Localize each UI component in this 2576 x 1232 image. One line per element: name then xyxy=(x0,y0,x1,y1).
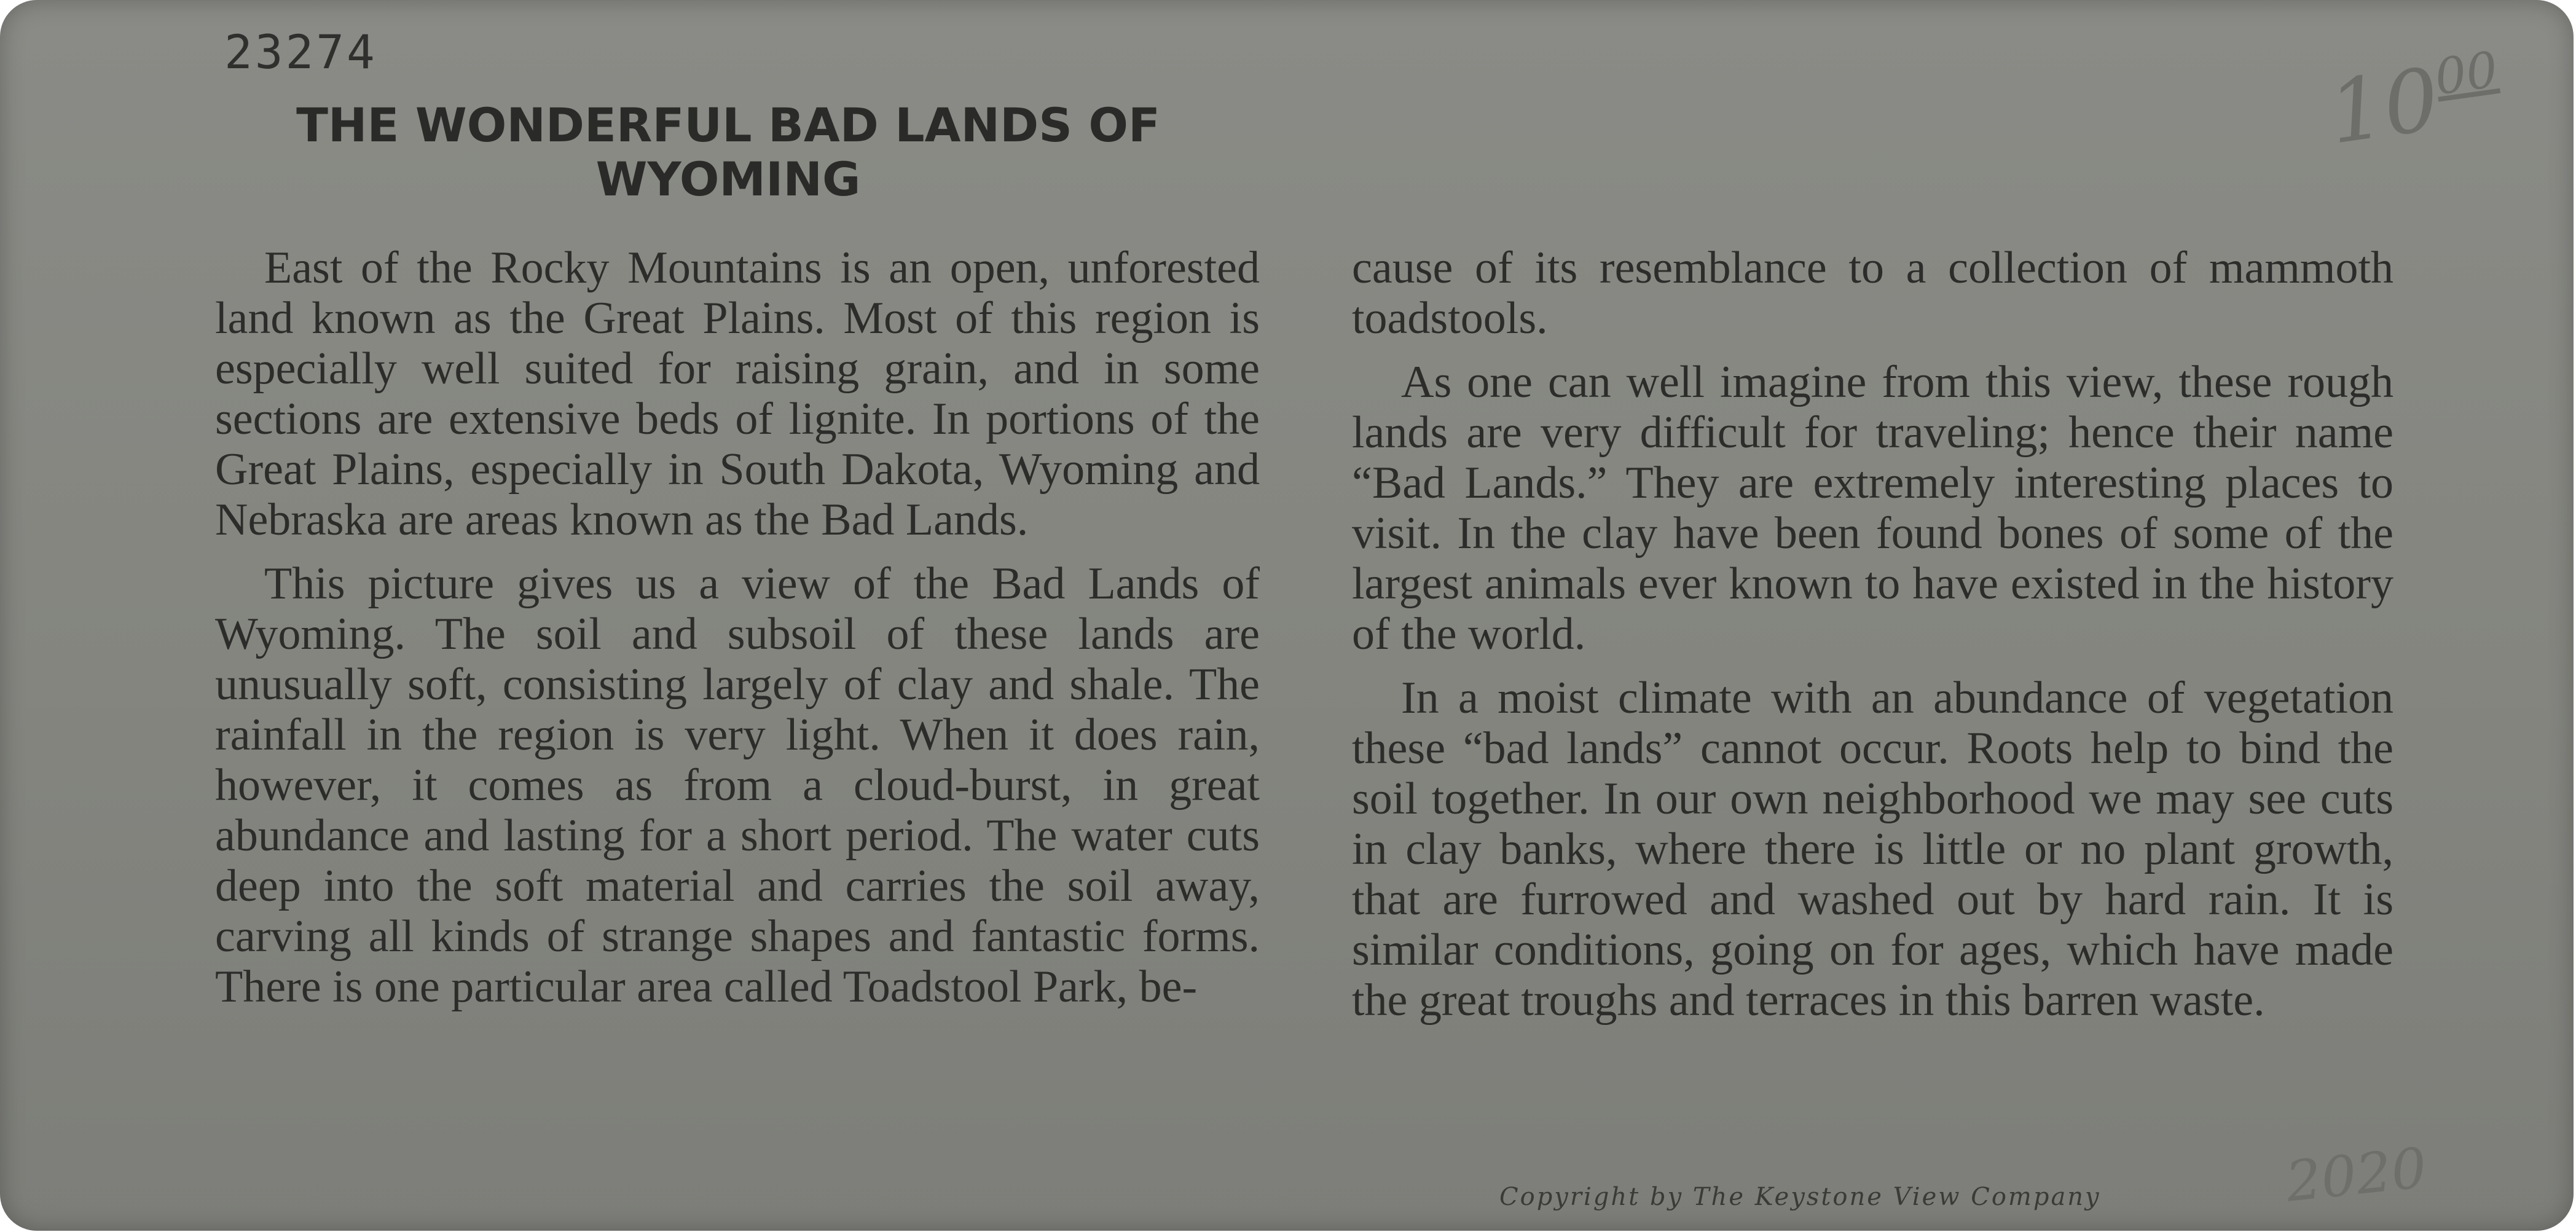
copyright-line: Copyright by The Keystone View Company xyxy=(1499,1183,2101,1211)
price-main: 10 xyxy=(2323,49,2446,164)
paragraph: This picture gives us a view of the Bad Lands of Wyoming. The soil and subsoil of these lands are unusually soft, consisting largely of clay and shale. The rainfall in the region is very light. When it does rain, however, it comes as from a cloud-burst, in great abundance and lasting for a short period. The water cuts deep into the soft material and carries the soil away, carving all kinds of strange shapes and fantastic forms. There is one particular area called Toadstool Park, be- xyxy=(215,559,1260,1012)
right-text-column xyxy=(1352,243,2393,1039)
paragraph: cause of its resemblance to a collection of mammoth toadstools. xyxy=(1352,243,2393,343)
paragraph: East of the Rocky Mountains is an open, unforested land known as the Great Plains. Most of this region is especially well suited for raising grain, and in some sections are extensive beds of lignite. In portions of the Great Plains, especially in South Dakota, Wyoming and Nebraska are areas known as the Bad Lands. xyxy=(215,243,1260,545)
left-text-column xyxy=(215,243,1260,1026)
handwritten-stock-number: 2020 xyxy=(2283,1136,2430,1215)
title-line-1: THE WONDERFUL BAD LANDS OF xyxy=(296,98,1160,152)
card-title xyxy=(203,98,1254,206)
paragraph: As one can well imagine from this view, these rough lands are very difficult for traveling; hence their name “Bad Lands.” They are extremely interesting places to visit. In the clay have been found bones of some of the largest animals ever known to have existed in the history of the world. xyxy=(1352,357,2393,659)
price-cents: 00 xyxy=(2431,41,2502,106)
catalog-number: 23274 xyxy=(224,25,377,79)
paragraph: In a moist climate with an abundance of vegetation these “bad lands” cannot occur. Roots help to bind the soil together. In our own neighborhood we may see cuts in clay banks, where there is little or no plant growth, that are furrowed and washed out by hard rain. It is similar conditions, going on for ages, which have made the great troughs and terraces in this barren waste. xyxy=(1352,673,2393,1026)
handwritten-price xyxy=(2323,41,2507,163)
title-line-2: WYOMING xyxy=(595,152,861,206)
